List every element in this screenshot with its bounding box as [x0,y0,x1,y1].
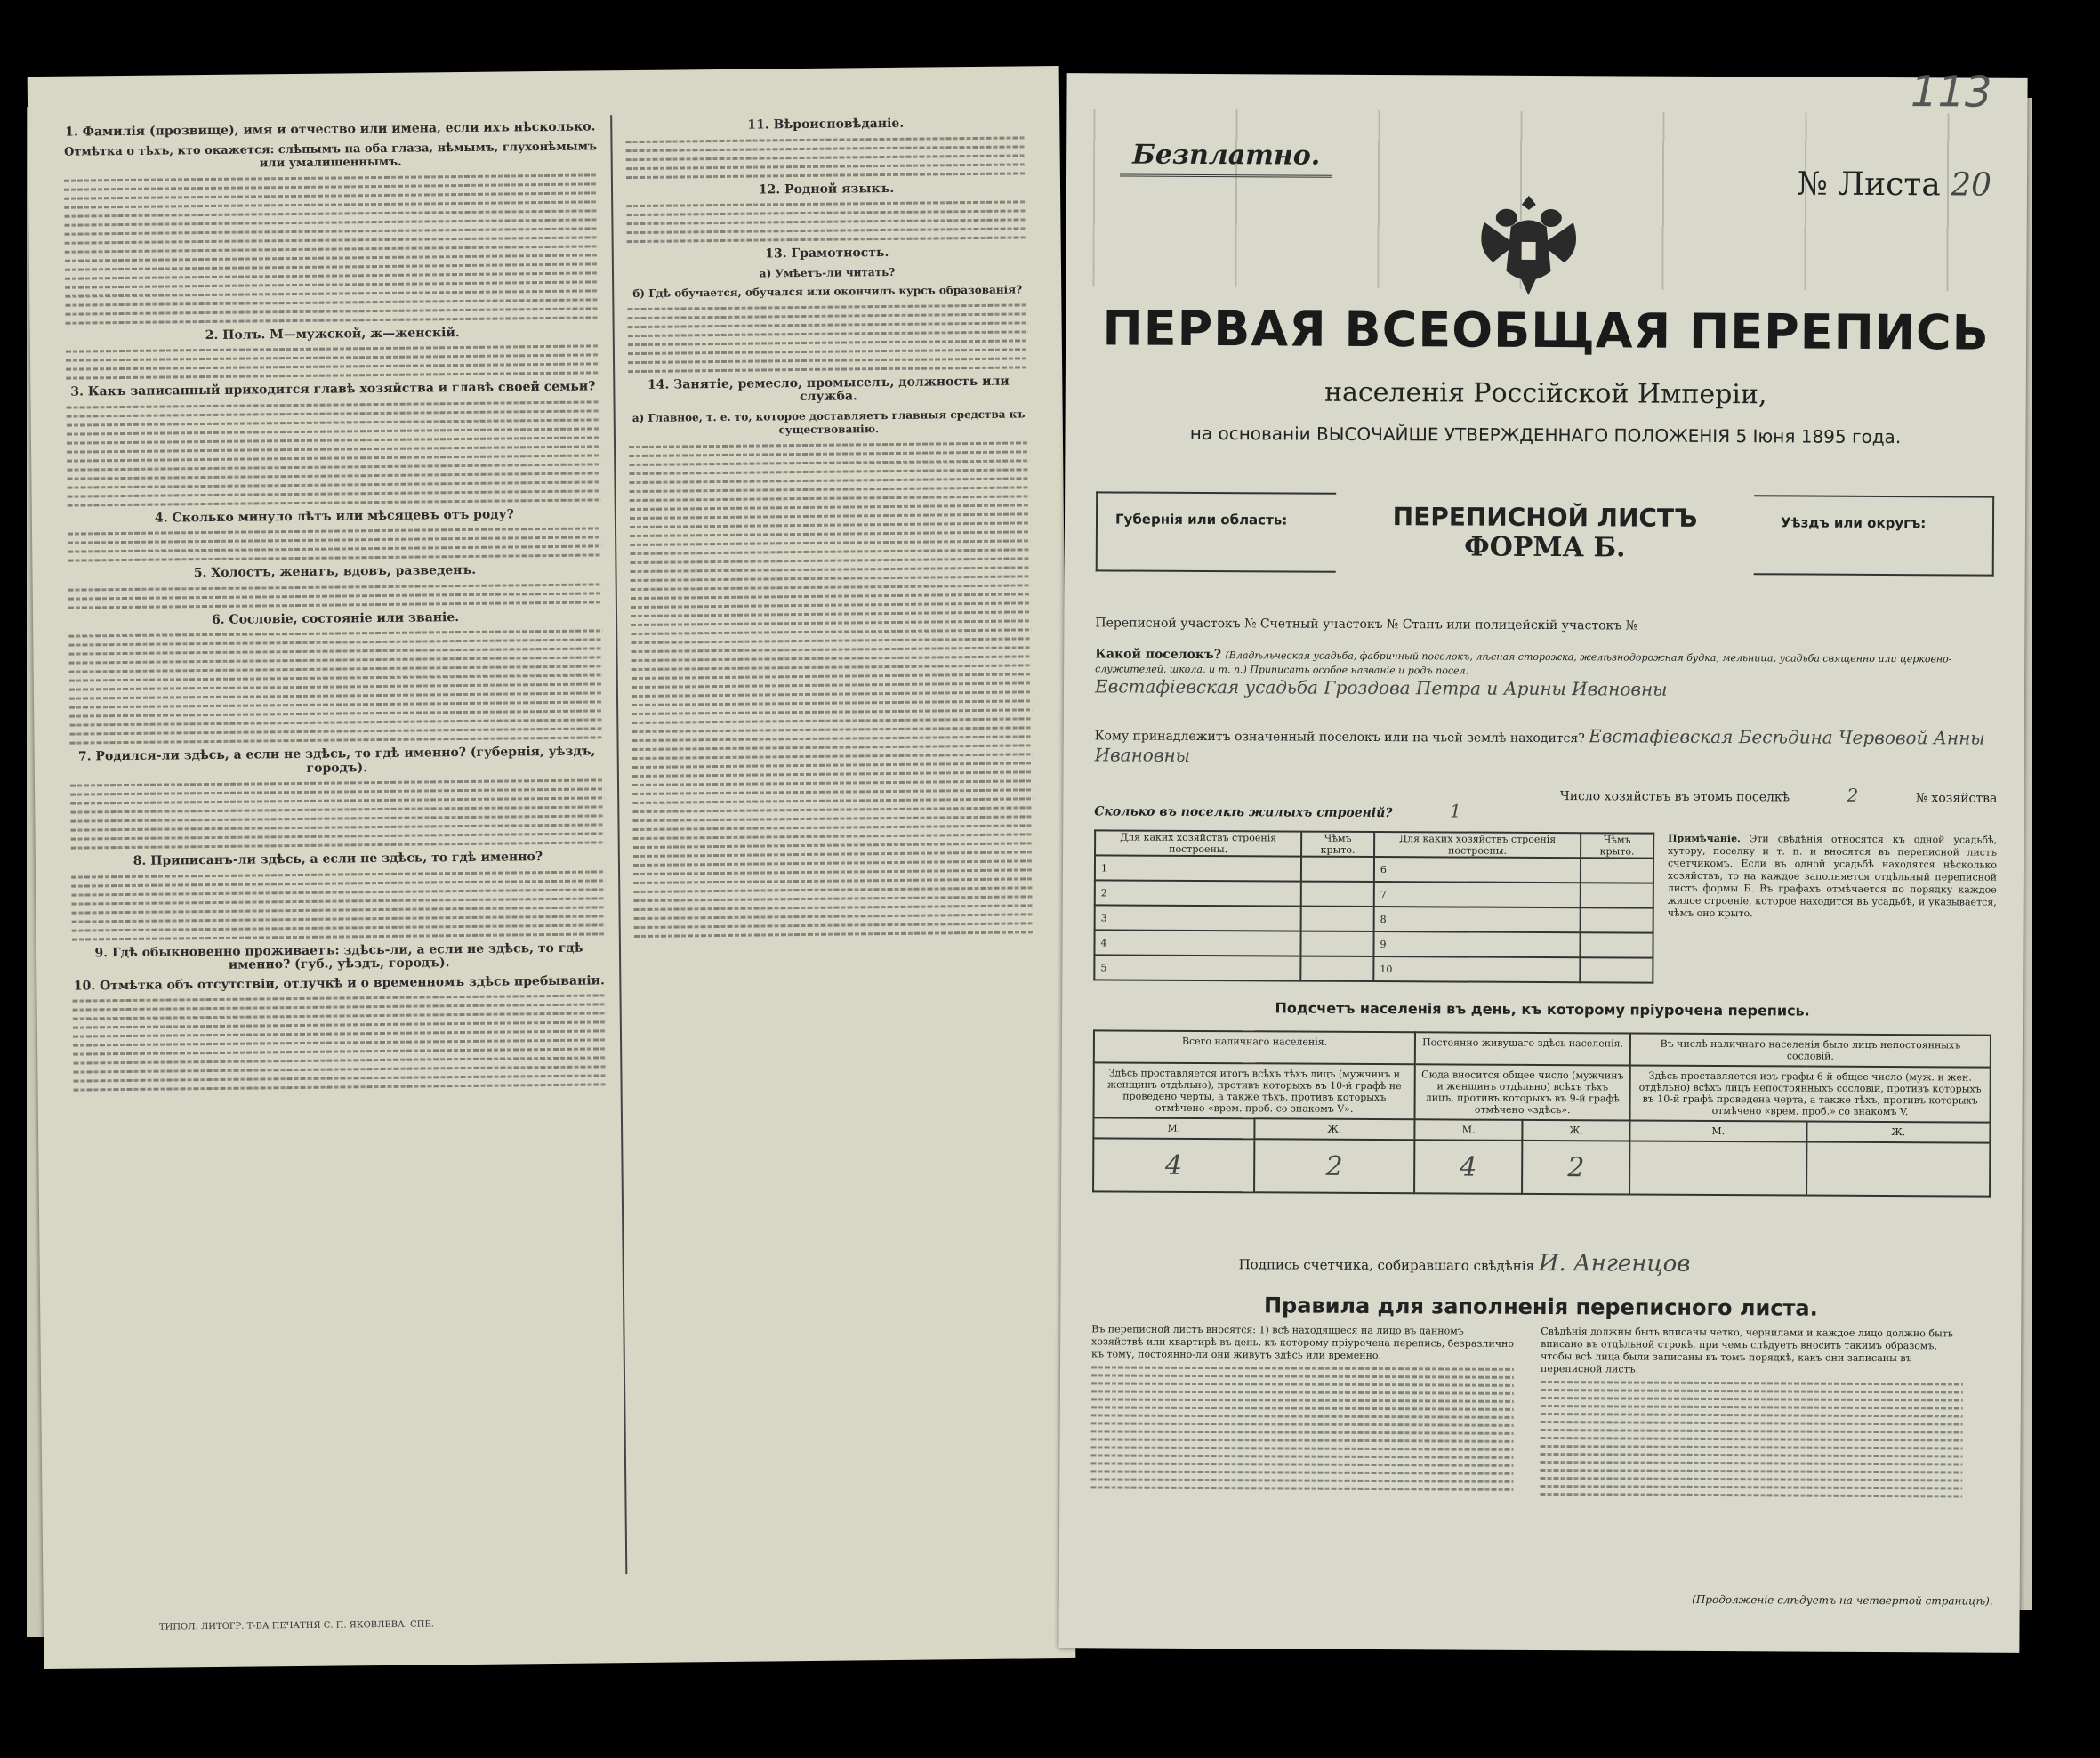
female-label: Ж. [1254,1118,1415,1140]
section-heading: Отмѣтка о тѣхъ, кто окажется: слѣпымъ на оба глаза, нѣмымъ, глухонѣмымъ или умалишеннымъ. [64,139,598,171]
bld-row-num: 6 [1374,857,1581,883]
bld-row-num: 4 [1094,930,1300,956]
bld-header: Для каких хозяйствъ строенія построены. [1095,830,1301,856]
settlement-note: (Владѣльческая усадьба, фабричный поселокъ, лѣсная сторожка, желѣзнодорожная будка, мельница, усадьба священно или церковно-служителей, школа, и т. п.) Приписать особое названіе и родъ посел. [1095,649,1952,677]
section-heading: б) Гдѣ обучается, обучался или окончилъ курсъ образованія? [632,283,1023,301]
paragraph-text-block [64,173,599,324]
form-title [1354,502,1736,564]
rules-left-column [1090,1323,1514,1496]
paragraph-text-block [68,583,602,609]
district-field: Уѣздъ или округъ: [1754,495,1994,576]
buildings-note [1668,833,1998,922]
female-label: Ж. [1806,1122,1990,1143]
settlement-handwritten: Евстафіевская усадьба Гроздова Петра и Арины Ивановны [1094,675,1668,700]
settlement-line [1095,647,1998,701]
paragraph-text-block [1090,1366,1514,1490]
rules-right-text: Свѣдѣнія должны быть вписаны четко, чернилами и каждое лицо должно быть вписано въ отдѣльной строкѣ, при чемъ слѣдуетъ вносить такимъ образомъ, чтобы всѣ лица были записаны въ томъ порядкѣ, какъ они записаны въ переписной листъ. [1540,1325,1953,1375]
signature-handwritten: И. Ангенцов [1538,1249,1691,1278]
section-heading: 14. Занятіе, ремесло, промыселъ, должность или служба. [647,374,1010,405]
note-title: Примѣчаніе. [1668,832,1741,845]
paragraph-text-block [70,778,605,849]
bld-row-num: 9 [1373,931,1580,957]
paragraph-text-block [625,136,1026,179]
tally-value: 2 [1522,1141,1629,1195]
bld-header: Чѣмъ крыто. [1581,833,1653,858]
buildings-line [1094,798,1997,824]
section-heading: 9. Гдѣ обыкновенно проживаетъ: здѣсь-ли, а если не здѣсь, то гдѣ именно? (губ., уѣздъ, городъ). [94,940,583,972]
left-column-2 [625,110,1034,943]
sheet-number [1798,165,1992,203]
buildings-table [1093,829,1654,983]
section-heading: 3. Какъ записанный приходится главѣ хозяйства и главѣ своей семьи? [70,379,596,399]
bld-row-num: 5 [1094,955,1300,980]
population-tally-table [1092,1029,1991,1197]
paragraph-text-block [1540,1381,1963,1497]
tally-instruction: Здѣсь проставляется изъ графы 6-й общее число (муж. и жен. отдѣльно) всѣхъ лицъ непостоянныхъ сословій, противъ которыхъ въ 10-й графѣ проведена черта, а также тѣхъ, противъ которыхъ отмѣчено «врем. проб.» со знакомъ V. [1630,1066,1991,1123]
tally-header: Въ числѣ наличнаго населенія было лицъ непостоянныхъ сословій. [1630,1034,1991,1068]
male-label: М. [1415,1119,1523,1141]
enumerator-signature [1239,1248,1691,1278]
female-label: Ж. [1522,1120,1629,1141]
bld-row-num: 7 [1374,882,1581,907]
section-heading: 11. Вѣроисповѣданіе. [747,116,905,133]
households-label: Число хозяйствъ въ этомъ поселкѣ [1559,789,1790,805]
province-field: Губернія или область: [1096,491,1336,572]
bld-row-num: 8 [1374,907,1581,932]
form-title-a: ПЕРЕПИСНОЙ ЛИСТЪ [1392,502,1698,533]
section-heading: 13. Грамотность. [765,245,889,262]
continued-note: (Продолженіе слѣдуетъ на четвертой страницѣ). [1692,1593,1993,1608]
section-heading: 10. Отмѣтка объ отсутствіи, отлучкѣ и о временномъ здѣсь пребываніи. [73,972,605,994]
section-heading: 7. Родился-ли здѣсь, а если не здѣсь, то гдѣ именно? (губернія, уѣздъ, городъ). [77,744,596,776]
census-subtitle: населенія Россійской Имперіи, [1324,376,1767,411]
paragraph-text-block [71,870,606,940]
census-title: ПЕРВАЯ ВСЕОБЩАЯ ПЕРЕПИСЬ [1102,300,1990,361]
archive-number: 113 [1910,67,1992,117]
section-heading: а) Главное, т. е. то, которое доставляетъ главныя средства къ существованію. [632,407,1026,437]
paragraph-text-block [68,527,601,561]
tally-instruction: Сюда вносится общее число (мужчинъ и женщинъ отдѣльно) всѣхъ тѣхъ лицъ, противъ которыхъ въ 9-й графѣ отмѣчено «здѣсь». [1415,1064,1630,1120]
section-heading: 5. Холостъ, женатъ, вдовъ, разведенъ. [193,562,477,581]
signature-label: Подпись счетчика, собиравшаго свѣдѣнія [1238,1256,1535,1274]
buildings-value: 1 [1449,800,1461,822]
double-headed-eagle-emblem [1466,178,1591,303]
bld-row-num: 1 [1095,855,1301,881]
left-column-1 [63,115,607,1097]
form-title-b: ФОРМА Б. [1464,531,1626,564]
form-header-box [1096,491,1994,580]
paragraph-text-block [68,629,603,744]
section-heading: 2. Полъ. М—мужской, ж—женскій. [205,325,460,343]
owner-handwritten: Евстафіевская Бесѣдина Червовой Анны Ивановны [1094,725,1985,766]
household-number-label: № хозяйства [1915,791,1998,806]
column-divider [610,115,627,1574]
tally-value [1629,1141,1806,1196]
tally-value: 2 [1254,1139,1415,1193]
bld-row-num: 3 [1095,905,1301,931]
buildings-label: Сколько въ поселкѣ жилыхъ строеній? [1094,804,1393,821]
section-heading: 6. Сословіе, состояніе или званіе. [211,609,460,627]
bld-row-num: 10 [1373,956,1580,982]
bld-header: Для каких хозяйствъ строенія построены. [1374,832,1581,858]
printer-footer: ТИПОЛ. ЛИТОГР. Т-ВА ПЕЧАТНЯ С. П. ЯКОВЛЕВА. СПБ. [158,1619,435,1633]
note-text: Эти свѣдѣнія относятся къ одной усадьбѣ, хутору, поселку и т. п. и вносятся въ переписной листъ счетчикомъ. Если въ одной усадьбѣ находятся нѣсколько хозяйствъ, то на каждое заполняется отдѣльный переписной листъ формы Б. Въ графахъ отмѣчается по порядку каждое жилое строеніе, которое находится въ усадьбѣ, и указывается, чѣмъ оно крыто. [1667,833,1998,920]
tally-value: 4 [1414,1140,1522,1194]
paragraph-text-block [627,303,1028,373]
paragraph-text-block [73,994,607,1091]
right-page [1058,67,2027,1653]
tally-header: Постоянно живущаго здѣсь населенія. [1415,1032,1630,1065]
census-subtitle-2: на основаніи ВЫСОЧАЙШЕ УТВЕРЖДЕННАГО ПОЛОЖЕНІЯ 5 Іюня 1895 года. [1189,422,1902,448]
male-label: М. [1093,1117,1254,1139]
tally-title: Подсчетъ населенія въ день, къ которому пріурочена перепись. [1275,999,1810,1020]
free-label: Безплатно. [1120,135,1332,177]
left-page [28,66,1076,1669]
section-heading: 1. Фамилія (прозвище), имя и отчество или имена, если ихъ нѣсколько. [65,119,596,140]
settlement-label: Какой поселокъ? [1095,647,1222,663]
section-heading: 8. Приписанъ-ли здѣсь, а если не здѣсь, то гдѣ именно? [133,850,543,868]
tally-value: 4 [1093,1138,1254,1192]
paragraph-text-block [626,200,1026,243]
households-value: 2 [1847,784,1859,806]
precinct-line: Переписной участокъ № Счетный участокъ № Станъ или полицейскій участокъ № [1095,616,1637,633]
section-heading: а) Умѣетъ-ли читать? [759,265,896,280]
paragraph-text-block [66,344,599,379]
rules-left-text: Въ переписной листъ вносятся: 1) всѣ находящіеся на лицо въ данномъ хозяйствѣ или квартирѣ въ день, къ которому пріурочена перепись, безразлично къ тому, постоянно-ли они живутъ здѣсь или временно. [1091,1323,1515,1362]
rules-right-column [1540,1326,1963,1503]
male-label: М. [1629,1121,1806,1142]
bld-row-num: 2 [1095,880,1301,906]
paragraph-text-block [629,441,1034,938]
paragraph-text-block [67,400,601,506]
rules-title: Правила для заполненія переписного листа. [1263,1293,1818,1321]
owner-label: Кому принадлежитъ означенный поселокъ или на чьей землѣ находится? [1094,729,1585,746]
owner-line [1095,722,1998,770]
tally-header: Всего наличнаго населенія. [1094,1030,1415,1064]
bld-header: Чѣмъ крыто. [1301,832,1374,857]
sheet-number-label: № Листа [1797,165,1941,204]
section-heading: 12. Родной языкъ. [758,181,895,198]
sheet-number-value: 20 [1951,166,1992,204]
tally-instruction: Здѣсь проставляется итогъ всѣхъ тѣхъ лицъ (мужчинъ и женщинъ отдѣльно), противъ которыхъ въ 10-й графѣ не проведено черты, а также тѣхъ, противъ которыхъ отмѣчено «врем. проб. со знакомъ V». [1093,1062,1415,1119]
section-heading: 4. Сколько минуло лѣтъ или мѣсяцевъ отъ роду? [154,506,514,526]
tally-value [1806,1142,1991,1197]
